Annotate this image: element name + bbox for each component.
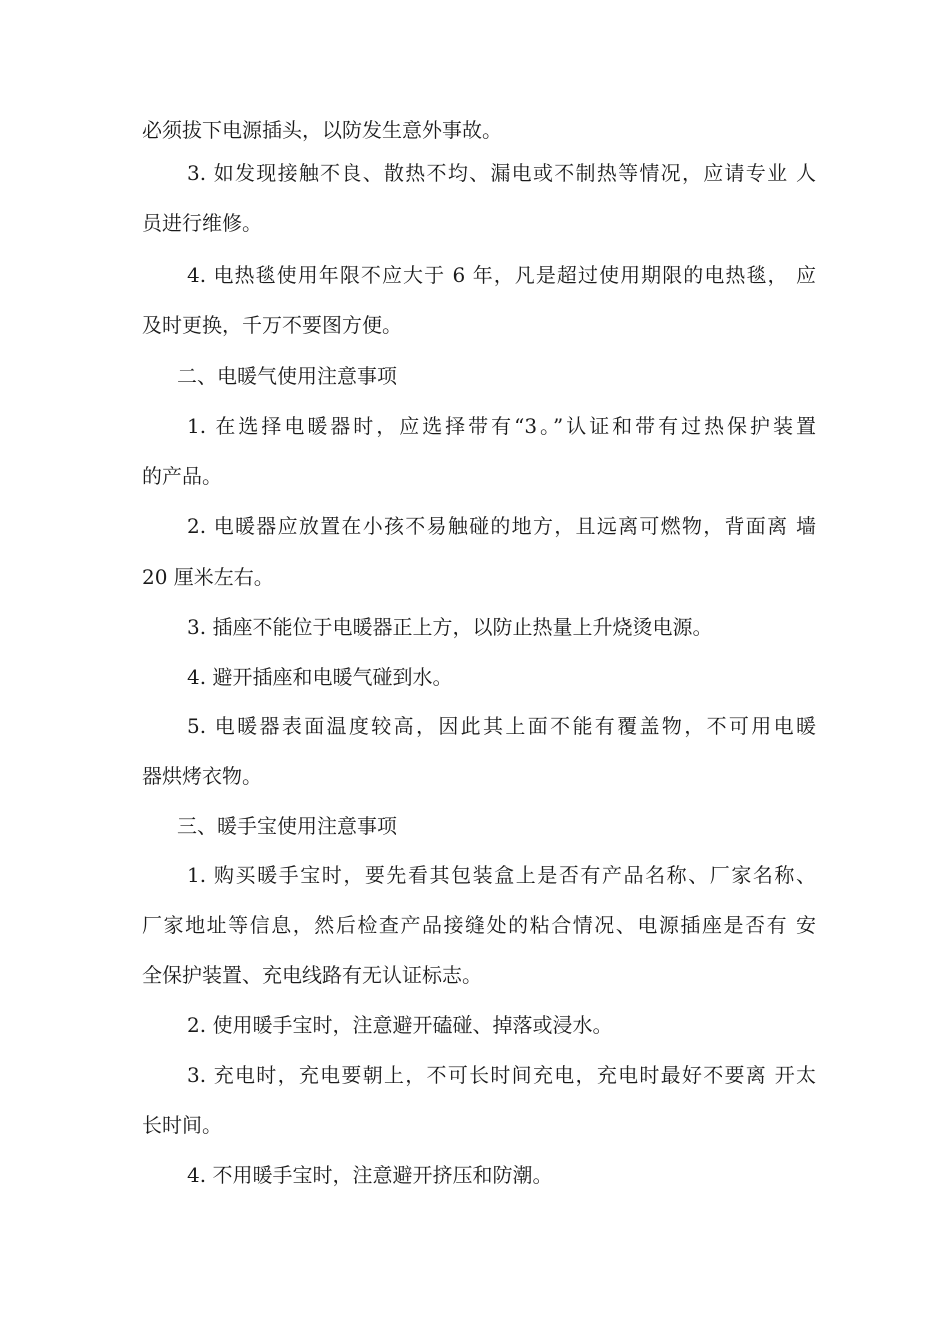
list-item: 5. 电暖器表面温度较高，因此其上面不能有覆盖物，不可用电暖 [187, 714, 816, 738]
list-item: 4. 电热毯使用年限不应大于 6 年，凡是超过使用期限的电热毯， 应 [187, 263, 816, 287]
text-line: 员进行维修。 [142, 211, 262, 235]
section-heading: 三、暖手宝使用注意事项 [177, 814, 397, 838]
text-line: 厂家地址等信息，然后检查产品接缝处的粘合情况、电源插座是否有 安 [142, 913, 816, 937]
list-item: 4. 避开插座和电暖气碰到水。 [187, 665, 453, 689]
text-line: 全保护装置、充电线路有无认证标志。 [142, 963, 482, 987]
text-line: 的产品。 [142, 464, 222, 488]
text-line: 20 厘米左右。 [142, 565, 274, 589]
section-heading: 二、电暖气使用注意事项 [177, 364, 397, 388]
text-line: 及时更换，千万不要图方便。 [142, 313, 402, 337]
list-item: 4. 不用暖手宝时，注意避开挤压和防潮。 [187, 1163, 553, 1187]
list-item: 1. 在选择电暖器时，应选择带有“3。”认证和带有过热保护装置 [187, 414, 816, 438]
list-item: 2. 电暖器应放置在小孩不易触碰的地方，且远离可燃物，背面离 墙 [187, 514, 816, 538]
list-item: 2. 使用暖手宝时，注意避开磕碰、掉落或浸水。 [187, 1013, 613, 1037]
text-line: 必须拔下电源插头，以防发生意外事故。 [142, 118, 502, 142]
list-item: 3. 插座不能位于电暖器正上方，以防止热量上升烧烫电源。 [187, 615, 713, 639]
list-item: 1. 购买暖手宝时，要先看其包装盒上是否有产品名称、厂家名称、 [187, 863, 816, 887]
text-line: 长时间。 [142, 1113, 222, 1137]
list-item: 3. 充电时，充电要朝上，不可长时间充电，充电时最好不要离 开太 [187, 1063, 816, 1087]
text-line: 器烘烤衣物。 [142, 764, 262, 788]
list-item: 3. 如发现接触不良、散热不均、漏电或不制热等情况，应请专业 人 [187, 161, 816, 185]
